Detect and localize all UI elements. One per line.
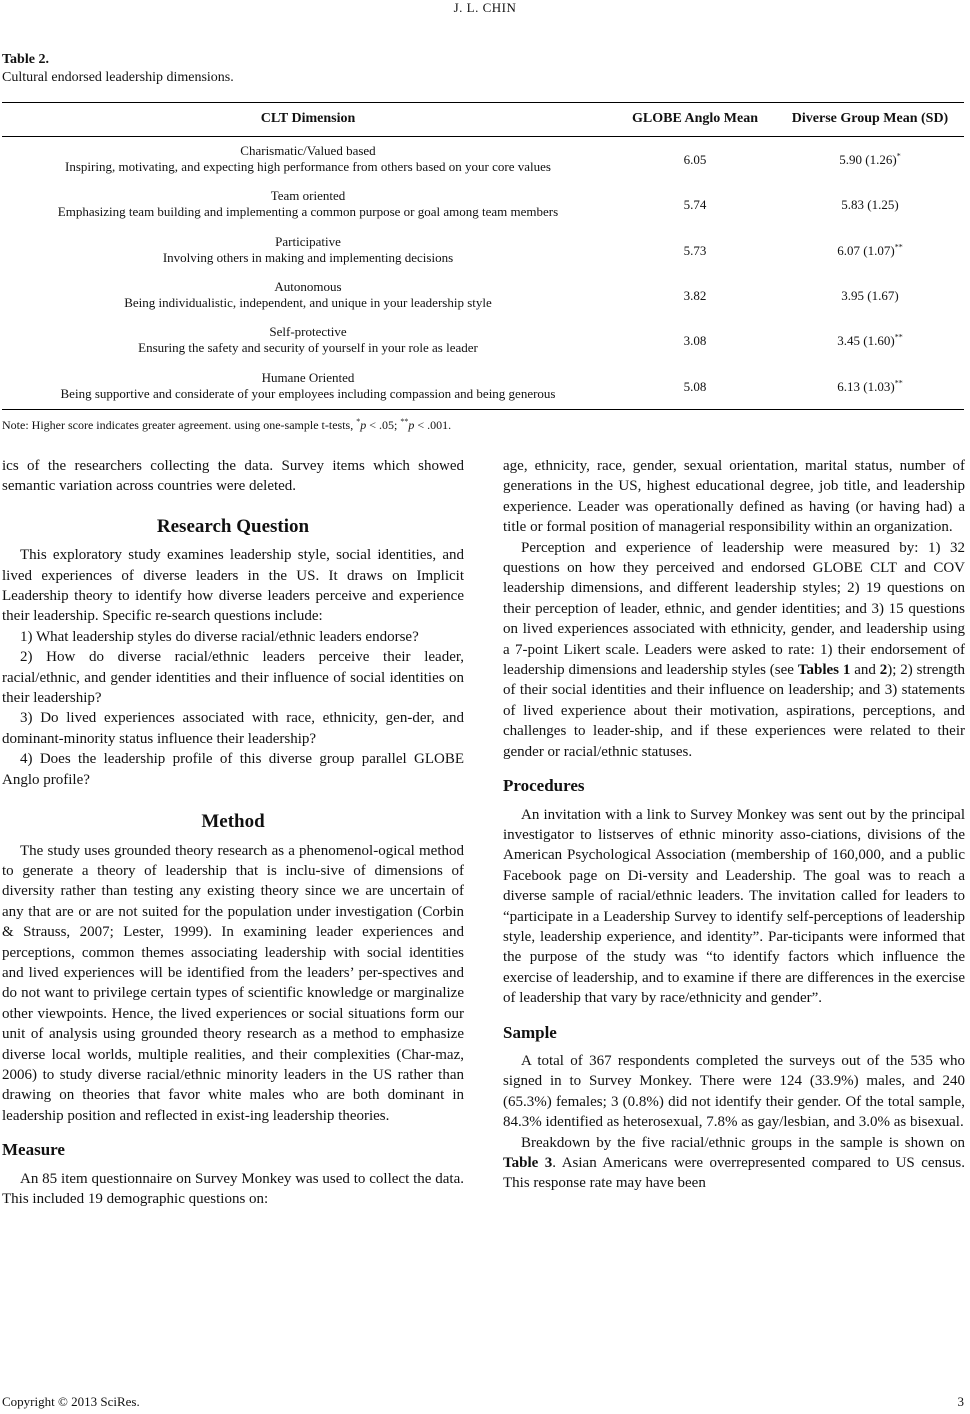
paragraph: An invitation with a link to Survey Monkey was sent out by the principal investigator to listserves of ethnic minority asso-ciations, divisions of the American Psychological Association (membership of 160,000, and a public Facebook page on Di-versity and Leadership. The goal was to reach a diverse sample of racial/ethnic leaders. The invitation called for leaders to “participate in a Leadership Survey to identify self-perceptions of leadership style, leadership experience, and identity”. Par-ticipants were informed that the purpose of the study was “to identify factors which influence the exercise of leadership, and to examine if there are differences in the exercise of leadership that vary by race/ethnicity and gender”. bbox=[503, 806, 965, 1007]
left-column bbox=[2, 456, 464, 1209]
table-number: Table 2. bbox=[2, 52, 49, 67]
paragraph: A total of 367 respondents completed the surveys out of the 535 who signed in to Survey Monkey. There were 124 (33.9%) males, and 240 (65.3%) females; 3 (0.8%) did not identify their gender. Of the total sample, 84.3% identified as heterosexual, 7.8% as gay/lesbian, and 3.0% as bisexual. bbox=[503, 1052, 965, 1131]
diverse-mean-cell bbox=[776, 197, 964, 213]
dimension-description: Involving others in making and implementing decisions bbox=[162, 250, 454, 265]
diverse-mean: 3.95 (1.67) bbox=[841, 288, 899, 303]
note-threshold: < .05; bbox=[366, 418, 401, 432]
text-run: Perception and experience of leadership were measured by: 1) 32 questions on how they perceived and endorsed GLOBE CLT and COV leadership dimensions, and different leadership styles; 2) 19 questions on their perception of leader, ethnic, and gender identities; and 3) 15 questions on lived experiences associated with ethnicity, gender, and leadership using a 7-point Likert scale. Leaders were asked to rate: 1) their endorsement of leadership dimensions and leadership styles (see bbox=[503, 539, 965, 679]
text-run: Breakdown by the five racial/ethnic groups in the sample is shown on bbox=[521, 1134, 965, 1151]
dimension-description: Inspiring, motivating, and expecting high performance from others based on your core values bbox=[65, 159, 551, 174]
column-header-anglo-mean: GLOBE Anglo Mean bbox=[631, 111, 759, 126]
dimension-name: Team oriented bbox=[270, 188, 346, 203]
diverse-mean: 6.13 (1.03) bbox=[837, 379, 895, 394]
diverse-mean-cell bbox=[776, 333, 964, 349]
paragraph bbox=[503, 538, 965, 762]
column-header-dimension: CLT Dimension bbox=[260, 111, 356, 126]
heading-research-question: Research Question bbox=[156, 515, 310, 537]
text-run: . Asian Americans were overrepresented compared to US census. This response rate may have been bbox=[503, 1155, 965, 1192]
table-row bbox=[2, 234, 964, 279]
anglo-mean: 6.05 bbox=[683, 152, 707, 167]
table-reference: Tables 1 bbox=[797, 662, 851, 679]
table-caption: Cultural endorsed leadership dimensions. bbox=[2, 70, 234, 85]
paragraph: The study uses grounded theory research as a phenomenol-ogical method to generate a theory of leadership that is inclu-sive of dimensions of diversity rather than testing any existing theory since we are uncertain of any that are or are not suited for the population under investigation (Corbin & Strauss, 2007; Lester, 1999). In examining leader experiences and perceptions, common themes associating leadership with social identities and lived experiences will be identified from the leaders’ per-spectives and do not want to privilege certain types of scientific knowledge or marginalize other viewpoints. Hence, the lived experiences or social situations form our unit of analysis using grounded theory research as a method to emphasize diverse local worlds, multiple realities, and their complexities (Char-maz, 2006) to study diverse racial/ethnic minority leaders in the US rather than drawing on theories that favor white males who are both dominant in leadership position and reflected in exist-ing leadership theories. bbox=[2, 842, 464, 1124]
dimension-name: Self-protective bbox=[269, 324, 347, 339]
dimension-name: Charismatic/Valued based bbox=[240, 143, 376, 158]
significance-mark: ** bbox=[894, 378, 903, 388]
page-number: 3 bbox=[957, 1394, 964, 1409]
research-question-item: 3) Do lived experiences associated with race, ethnicity, gen-der, and dominant-minority status influence their leadership? bbox=[2, 710, 464, 747]
diverse-mean: 6.07 (1.07) bbox=[837, 243, 895, 258]
table-note bbox=[2, 418, 451, 433]
heading-procedures: Procedures bbox=[503, 776, 585, 796]
right-column bbox=[503, 456, 965, 1194]
significance-mark: ** bbox=[894, 332, 903, 342]
diverse-mean: 3.45 (1.60) bbox=[837, 333, 895, 348]
diverse-mean-cell bbox=[776, 243, 964, 259]
running-head: J. L. CHIN bbox=[453, 0, 517, 15]
anglo-mean: 3.08 bbox=[683, 333, 707, 348]
text-run: and bbox=[850, 662, 880, 679]
diverse-mean: 5.90 (1.26) bbox=[839, 152, 897, 167]
dimension-name: Participative bbox=[275, 234, 341, 249]
research-question-item: 2) How do diverse racial/ethnic leaders perceive their leader, racial/ethnic, and gender identities and their influence of social identities on their leadership? bbox=[2, 649, 464, 707]
table-reference: Table 3 bbox=[503, 1155, 553, 1171]
research-question-item: 4) Does the leadership profile of this diverse group parallel GLOBE Anglo profile? bbox=[2, 751, 464, 788]
dimension-name: Autonomous bbox=[274, 279, 342, 294]
dimension-name: Humane Oriented bbox=[261, 370, 355, 385]
heading-sample: Sample bbox=[503, 1022, 557, 1042]
table-row bbox=[2, 143, 964, 188]
paragraph: ics of the researchers collecting the data. Survey items which showed semantic variation across countries were deleted. bbox=[2, 458, 464, 495]
dimension-description: Emphasizing team building and implementing a common purpose or goal among team members bbox=[57, 204, 559, 219]
text-run: ); 2) strength of their social identities and their influence on leadership; and 3) statements of lived experience about their motivation, aspirations, perceptions, and challenges to leader-ship, and if these experiences were related to their gender or racial/ethnic statuses. bbox=[503, 662, 965, 760]
paragraph: An 85 item questionnaire on Survey Monkey was used to collect the data. This included 19 demographic questions on: bbox=[2, 1170, 464, 1207]
anglo-mean: 3.82 bbox=[683, 288, 707, 303]
note-sig-mark: ** bbox=[400, 417, 409, 426]
dimension-description: Ensuring the safety and security of yourself in your role as leader bbox=[138, 340, 478, 355]
table-reference: 2 bbox=[879, 662, 888, 679]
diverse-mean-cell bbox=[776, 379, 964, 395]
table-row bbox=[2, 188, 964, 233]
column-header-diverse-mean: Diverse Group Mean (SD) bbox=[791, 111, 949, 126]
paragraph: This exploratory study examines leadership style, social identities, and lived experiences of diverse leaders in the US. It draws on Implicit Leadership theory to identify how diverse leaders perceive and experience their leadership. Specific re-search questions include: bbox=[2, 547, 464, 625]
anglo-mean: 5.73 bbox=[683, 243, 707, 258]
significance-mark: * bbox=[896, 151, 901, 161]
paragraph: age, ethnicity, race, gender, sexual orientation, marital status, number of generations in the US, highest educational degree, job title, and leadership experience. Leader was operationally defined as having (or having had) a title or formal position of managerial responsibility within an organization. bbox=[503, 458, 965, 536]
diverse-mean-cell bbox=[776, 288, 964, 304]
copyright-footer: Copyright © 2013 SciRes. bbox=[2, 1394, 140, 1409]
note-text: Note: Higher score indicates greater agreement. using one-sample t-tests, bbox=[2, 418, 357, 432]
diverse-mean-cell bbox=[776, 152, 964, 168]
anglo-mean: 5.08 bbox=[683, 379, 707, 394]
heading-method: Method bbox=[201, 811, 265, 833]
table-row bbox=[2, 279, 964, 324]
table-row bbox=[2, 324, 964, 369]
note-p: p bbox=[408, 418, 415, 432]
table-header-rule bbox=[2, 136, 964, 137]
heading-measure: Measure bbox=[2, 1140, 65, 1160]
paragraph bbox=[503, 1133, 965, 1194]
dimension-description: Being supportive and considerate of your employees including compassion and being generous bbox=[60, 386, 556, 401]
table-bottom-rule bbox=[2, 409, 964, 410]
table-top-rule bbox=[2, 102, 964, 103]
dimension-description: Being individualistic, independent, and unique in your leadership style bbox=[124, 295, 492, 310]
note-sig-mark: * bbox=[356, 417, 361, 426]
note-threshold: < .001. bbox=[414, 418, 452, 432]
research-question-item: 1) What leadership styles do diverse racial/ethnic leaders endorse? bbox=[20, 628, 419, 645]
diverse-mean: 5.83 (1.25) bbox=[841, 197, 899, 212]
significance-mark: ** bbox=[894, 242, 903, 252]
anglo-mean: 5.74 bbox=[683, 197, 707, 212]
note-p: p bbox=[360, 418, 367, 432]
